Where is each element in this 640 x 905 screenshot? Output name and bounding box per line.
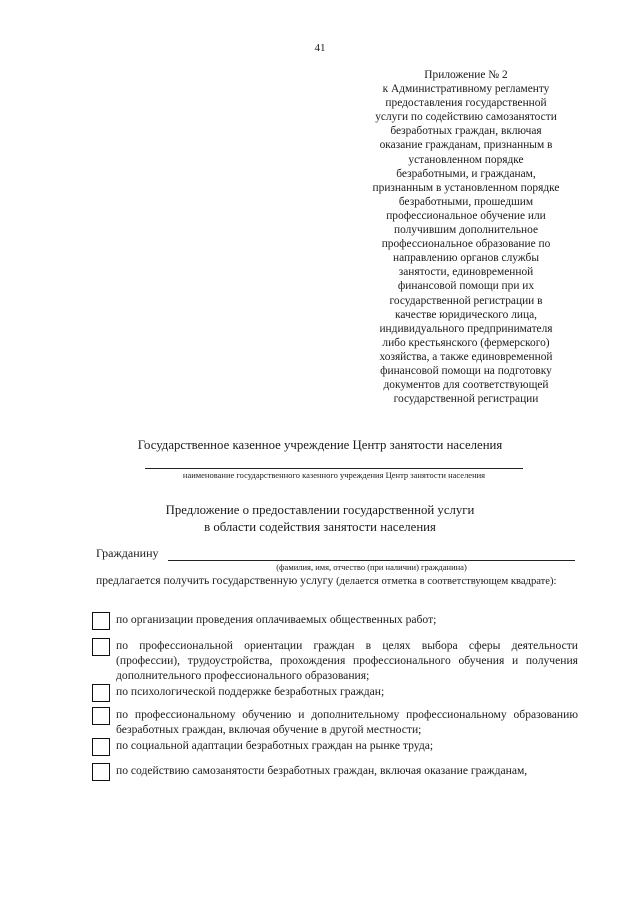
intro-main: предлагается получить государственную услугу bbox=[96, 574, 334, 587]
appendix-line: оказание гражданам, признанным в bbox=[379, 139, 553, 152]
citizen-name-field[interactable] bbox=[168, 560, 575, 561]
option-psychological-support[interactable] bbox=[92, 684, 578, 699]
appendix-block bbox=[352, 68, 580, 406]
appendix-line: финансовой помощи на подготовку bbox=[380, 364, 552, 377]
appendix-line: профессиональное образование по bbox=[381, 238, 551, 251]
option-label: по социальной адаптации безработных граждан на рынке труда; bbox=[116, 739, 434, 752]
appendix-line: либо крестьянского (фермерского) bbox=[382, 336, 550, 349]
intro-text bbox=[96, 574, 576, 588]
page-number: 41 bbox=[314, 42, 326, 54]
appendix-line: безработными, и гражданам, bbox=[396, 167, 536, 180]
option-label: по психологической поддержке безработных граждан; bbox=[116, 685, 385, 698]
option-career-guidance[interactable] bbox=[92, 638, 578, 683]
option-vocational-training[interactable] bbox=[92, 707, 578, 737]
appendix-line: индивидуального предпринимателя bbox=[379, 322, 553, 335]
appendix-line: Приложение № 2 bbox=[424, 69, 508, 81]
appendix-line: получившим дополнительное bbox=[393, 224, 539, 237]
appendix-line: услуги по содействию самозанятости bbox=[375, 111, 557, 124]
appendix-line: занятости, единовременной bbox=[398, 266, 534, 279]
option-checkbox[interactable] bbox=[92, 738, 110, 756]
citizen-caption: (фамилия, имя, отчество (при наличии) гражданина) bbox=[276, 562, 467, 572]
appendix-line: качестве юридического лица, bbox=[395, 308, 537, 321]
appendix-line: хозяйства, а также единовременной bbox=[379, 350, 553, 363]
appendix-line: безработными, прошедшим bbox=[398, 195, 534, 208]
appendix-line: установленном порядке bbox=[408, 153, 524, 166]
title-line-2: в области содействия занятости населения bbox=[204, 520, 436, 534]
appendix-line: безработных граждан, включая bbox=[390, 125, 542, 138]
option-label: по профессиональному обучению и дополнительному профессиональному образованию безработных граждан, включая обучение в другой местности; bbox=[116, 708, 578, 736]
option-checkbox[interactable] bbox=[92, 763, 110, 781]
appendix-line: профессиональное обучение или bbox=[386, 209, 546, 222]
option-checkbox[interactable] bbox=[92, 707, 110, 725]
appendix-line: финансовой помощи при их bbox=[397, 280, 535, 293]
option-label: по организации проведения оплачиваемых общественных работ; bbox=[116, 613, 437, 626]
appendix-line: признанным в установленном порядке bbox=[372, 181, 560, 194]
option-self-employment[interactable] bbox=[92, 763, 578, 778]
appendix-line: к Административному регламенту bbox=[382, 83, 550, 96]
organization-caption: наименование государственного казенного учреждения Центр занятости населения bbox=[182, 470, 486, 480]
appendix-line: предоставления государственной bbox=[385, 97, 547, 110]
appendix-line: государственной регистрации в bbox=[389, 294, 543, 307]
organization-name: Государственное казенное учреждение Центр занятости населения bbox=[137, 438, 503, 452]
appendix-line: направлению органов службы bbox=[393, 252, 539, 265]
option-public-works[interactable] bbox=[92, 612, 578, 627]
appendix-line: государственной регистрации bbox=[393, 393, 539, 406]
appendix-line: документов для соответствующей bbox=[383, 379, 549, 392]
organization-underline bbox=[145, 468, 523, 469]
title-line-1: Предложение о предоставлении государственной услуги bbox=[165, 503, 475, 517]
document-title bbox=[0, 502, 640, 536]
option-checkbox[interactable] bbox=[92, 638, 110, 656]
option-checkbox[interactable] bbox=[92, 612, 110, 630]
option-label: по профессиональной ориентации граждан в целях выбора сферы деятельности (профессии), трудоустройства, прохождения профессионального обучения и получения дополнительного профессионального образования; bbox=[116, 639, 578, 682]
option-checkbox[interactable] bbox=[92, 684, 110, 702]
option-social-adaptation[interactable] bbox=[92, 738, 578, 753]
citizen-label: Гражданину bbox=[96, 546, 159, 560]
option-label: по содействию самозанятости безработных граждан, включая оказание гражданам, bbox=[116, 764, 528, 777]
intro-note: (делается отметка в соответствующем квадрате): bbox=[336, 576, 557, 587]
